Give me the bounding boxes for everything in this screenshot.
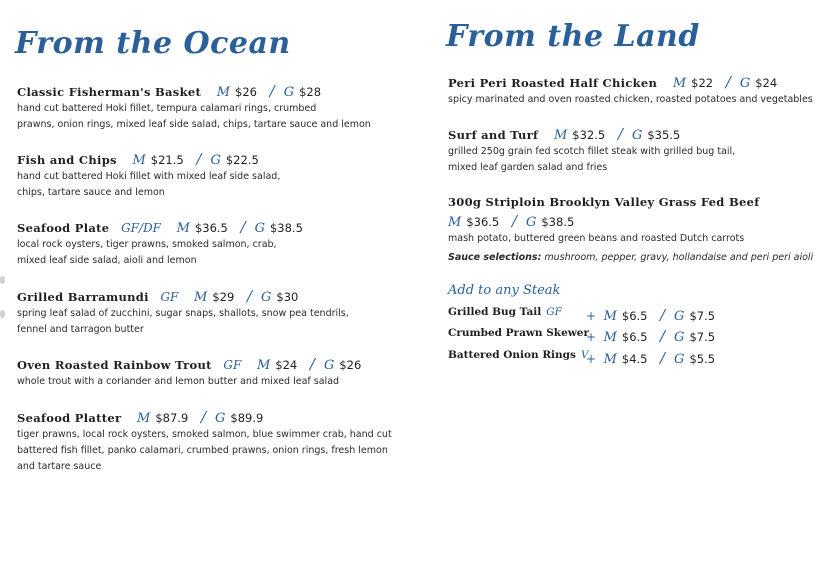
price-separator: / <box>200 408 206 426</box>
m-price: $4.5 <box>621 352 648 366</box>
menu-item <box>17 219 397 269</box>
addon-name: Grilled Bug Tail <box>448 306 542 318</box>
item-description: grilled 250g grain fed scotch fillet steak with grilled bug tail, mixed leaf garden salad and fries <box>448 146 736 173</box>
m-price: $36.5 <box>466 215 500 229</box>
g-size-label: G <box>674 309 685 324</box>
edge-dot <box>0 310 5 318</box>
m-price: $6.5 <box>621 330 648 344</box>
g-size-label: G <box>283 85 295 100</box>
price-separator: / <box>246 287 253 305</box>
m-price: $24 <box>275 358 298 372</box>
menu-item <box>448 194 808 247</box>
m-price: $87.9 <box>155 411 189 425</box>
dietary-tag: V <box>580 349 589 361</box>
item-name: Surf and Turf <box>448 128 539 142</box>
dietary-tag: GF <box>160 290 179 304</box>
m-size-label: M <box>194 290 208 305</box>
menu-item <box>17 288 397 338</box>
m-size-label: M <box>256 358 271 373</box>
g-size-label: G <box>631 128 643 143</box>
price-separator: / <box>725 73 731 91</box>
item-description: hand cut battered Hoki fillet with mixed leaf side salad, chips, tartare sauce and lemon <box>17 171 281 198</box>
item-description: local rock oysters, tiger prawns, smoked salmon, crab, mixed leaf side salad, aioli and lemon <box>17 239 277 266</box>
price-separator: / <box>617 125 623 143</box>
g-size-label: G <box>525 215 537 230</box>
item-description: spicy marinated and oven roasted chicken, roasted potatoes and vegetables <box>448 94 813 105</box>
g-size-label: G <box>210 153 221 168</box>
menu-item <box>448 126 808 176</box>
price-separator: / <box>659 349 666 367</box>
m-price: $21.5 <box>150 153 184 167</box>
dietary-tag: GF <box>223 358 242 372</box>
price-separator: / <box>511 212 517 230</box>
m-size-label: M <box>216 85 231 100</box>
edge-dot <box>0 276 5 284</box>
item-description: mash potato, buttered green beans and roasted Dutch carrots <box>448 233 745 244</box>
sauce-label: Sauce selections: <box>448 252 542 263</box>
item-name: Grilled Barramundi <box>17 290 149 304</box>
menu-item <box>17 356 397 390</box>
g-price: $38.5 <box>541 215 575 229</box>
item-name: Seafood Plate <box>17 221 110 235</box>
price-separator: / <box>269 82 275 100</box>
m-price: $29 <box>212 290 235 304</box>
addons-heading: Add to any Steak <box>448 283 561 298</box>
m-price: $36.5 <box>194 221 228 235</box>
m-price: $32.5 <box>572 128 606 142</box>
menu-item <box>17 83 397 133</box>
sauce-text: mushroom, pepper, gravy, hollandaise and peri peri aioli <box>541 252 814 263</box>
plus-sign: + <box>586 330 597 344</box>
price-separator: / <box>240 218 246 236</box>
g-price: $22.5 <box>225 153 259 167</box>
m-price: $6.5 <box>621 309 648 323</box>
g-price: $89.9 <box>230 411 264 425</box>
addon-row <box>448 306 808 322</box>
addon-name: Crumbed Prawn Skewer <box>448 327 590 339</box>
g-size-label: G <box>674 352 685 367</box>
item-name: Peri Peri Roasted Half Chicken <box>448 76 658 90</box>
item-name: 300g Striploin Brooklyn Valley Grass Fed Beef <box>448 195 760 209</box>
item-name: Classic Fisherman's Basket <box>17 85 202 99</box>
m-size-label: M <box>603 352 617 367</box>
g-price: $7.5 <box>689 309 716 323</box>
sauce-selections <box>448 252 813 263</box>
m-size-label: M <box>553 128 568 143</box>
m-size-label: M <box>132 153 146 168</box>
g-size-label: G <box>739 76 751 91</box>
dietary-tag: GF/DF <box>121 221 161 235</box>
plus-sign: + <box>586 352 597 366</box>
m-price: $26 <box>235 85 257 99</box>
m-size-label: M <box>176 221 190 236</box>
item-description: whole trout with a coriander and lemon butter and mixed leaf salad <box>17 376 340 387</box>
g-size-label: G <box>323 358 335 373</box>
g-price: $35.5 <box>647 128 681 142</box>
menu-item <box>17 409 397 475</box>
item-name: Fish and Chips <box>17 153 117 167</box>
menu-item <box>448 73 813 108</box>
m-size-label: M <box>448 215 462 230</box>
g-price: $26 <box>339 358 362 372</box>
g-price: $38.5 <box>269 221 303 235</box>
m-size-label: M <box>672 76 687 91</box>
g-price: $5.5 <box>689 352 716 366</box>
price-separator: / <box>659 306 666 324</box>
price-separator: / <box>309 355 315 373</box>
item-description: hand cut battered Hoki fillet, tempura calamari rings, crumbed prawns, onion rings, mixed leaf side salad, chips, tartare sauce and lemon <box>17 103 371 130</box>
m-size-label: M <box>603 330 617 345</box>
plus-sign: + <box>586 309 597 323</box>
addon-row <box>448 327 808 343</box>
g-size-label: G <box>254 221 265 236</box>
m-size-label: M <box>603 309 617 324</box>
addon-name: Battered Onion Rings <box>448 349 576 361</box>
addon-row <box>448 349 808 365</box>
item-description: tiger prawns, local rock oysters, smoked salmon, blue swimmer crab, hand cut battered fish fillet, panko calamari, crumbed prawns, onion rings, fresh lemon and tartare sauce <box>17 429 392 472</box>
dietary-tag: GF <box>546 306 562 318</box>
g-price: $28 <box>299 85 322 99</box>
g-size-label: G <box>215 411 226 426</box>
item-description: spring leaf salad of zucchini, sugar snaps, shallots, snow pea tendrils, fennel and tarragon butter <box>17 308 349 335</box>
price-separator: / <box>659 327 666 345</box>
menu-item <box>17 151 397 201</box>
item-name: Oven Roasted Rainbow Trout <box>17 358 212 372</box>
g-price: $24 <box>755 76 778 90</box>
item-name: Seafood Platter <box>17 411 122 425</box>
g-price: $30 <box>276 290 299 304</box>
land-heading: From the Land <box>446 19 700 54</box>
g-size-label: G <box>261 290 272 305</box>
g-price: $7.5 <box>689 330 716 344</box>
m-price: $22 <box>691 76 714 90</box>
m-size-label: M <box>137 411 151 426</box>
ocean-heading: From the Ocean <box>15 26 291 61</box>
g-size-label: G <box>674 330 685 345</box>
price-separator: / <box>196 150 202 168</box>
